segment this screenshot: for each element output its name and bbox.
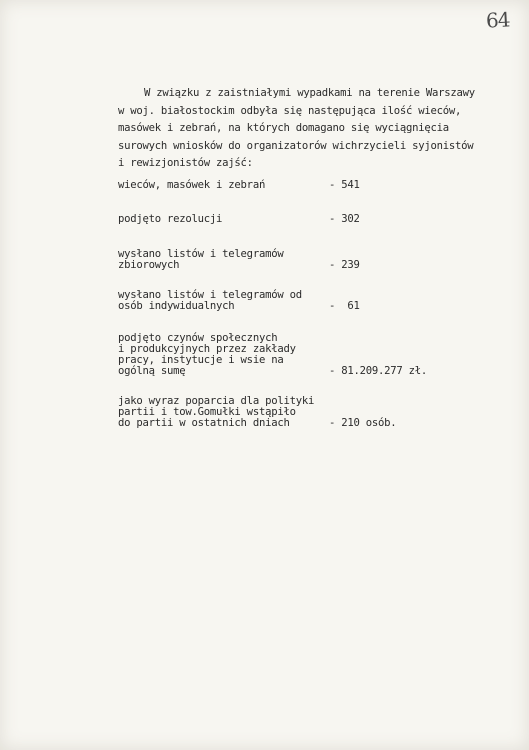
stat-value: - 239 (329, 259, 360, 271)
stat-label-line: podjęto rezolucji (118, 213, 223, 225)
stat-label-line: ogólną sumę (118, 365, 186, 377)
stat-label-line: partii i tow.Gomułki wstąpiło (118, 406, 296, 418)
stat-row-rallies (118, 180, 518, 191)
stat-label-line: podjęto czynów społecznych (118, 332, 278, 344)
stat-label-line: zbiorowych (118, 259, 180, 271)
stat-value: - 210 osób. (329, 417, 397, 429)
stat-label (118, 290, 338, 312)
stat-value: - 541 (329, 179, 360, 191)
stat-label (118, 180, 338, 191)
stat-value: - 302 (329, 213, 360, 225)
intro-line: i rewizjonistów zajść: (118, 157, 253, 170)
stat-label-line: wieców, masówek i zebrań (118, 179, 266, 191)
stat-value: - 81.209.277 zł. (329, 365, 428, 377)
intro-line: W związku z zaistniałymi wypadkami na terenie Warszawy (144, 87, 475, 99)
stat-row-party-members (118, 396, 518, 429)
stat-label-line: do partii w ostatnich dniach (118, 417, 290, 429)
stat-row-individual-letters (118, 290, 518, 312)
stat-label-line: jako wyraz poparcia dla polityki (118, 395, 315, 407)
stat-label (118, 333, 338, 377)
stat-label (118, 396, 338, 429)
stat-row-resolutions (118, 214, 518, 225)
stat-value: - 61 (329, 300, 360, 312)
stat-row-collective-letters (118, 249, 518, 271)
stat-label-line: i produkcyjnych przez zakłady (118, 343, 296, 355)
stat-label-line: wysłano listów i telegramów od (118, 289, 302, 301)
stat-label-line: osób indywidualnych (118, 300, 235, 312)
page-number: 64 (484, 7, 510, 33)
stat-label (118, 214, 338, 225)
stat-row-social-deeds (118, 333, 518, 377)
intro-line: surowych wniosków do organizatorów wichrzycieli syjonistów (118, 139, 474, 152)
intro-line: w woj. białostockim odbyła się następująca ilość wieców, (118, 104, 462, 117)
stat-label-line: pracy, instytucje i wsie na (118, 354, 284, 366)
stat-label-line: wysłano listów i telegramów (118, 248, 284, 260)
intro-line: masówek i zebrań, na których domagano się wyciągnięcia (118, 122, 449, 135)
stat-label (118, 249, 338, 271)
intro-paragraph (118, 85, 508, 173)
